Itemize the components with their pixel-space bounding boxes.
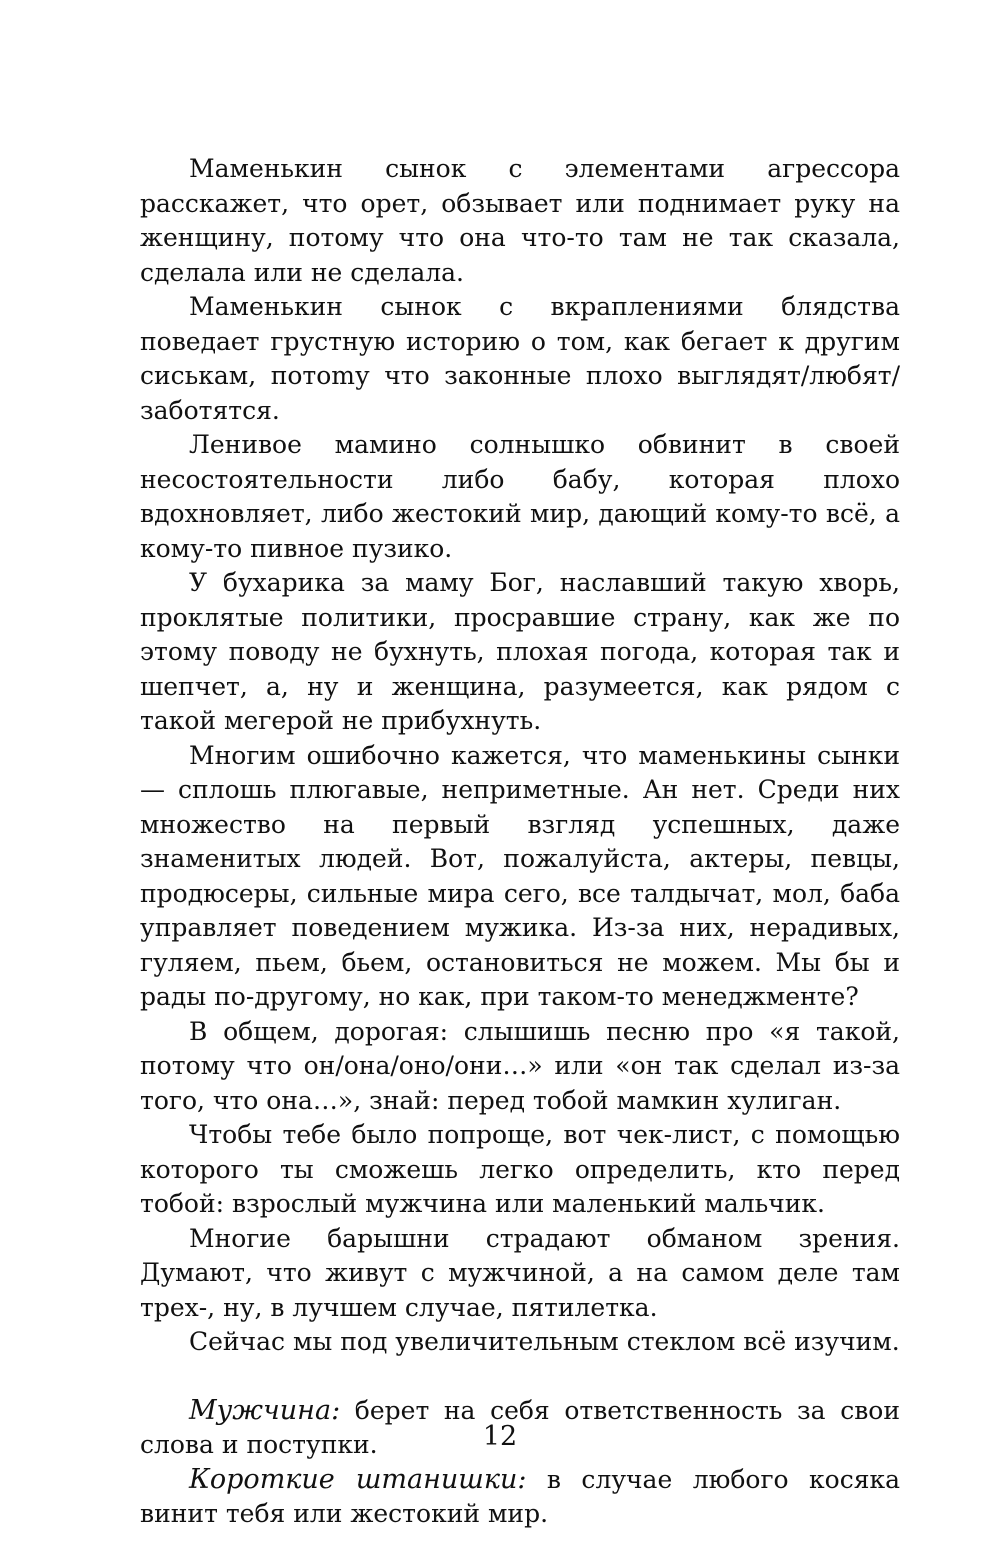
definition-term: Мужчина: bbox=[189, 1394, 341, 1426]
paragraph: Маменькин сынок с вкраплениями блядства поведает грустную историю о том, как бегает к другим сиськам, потоmу что законные плохо выглядят/любят/заботятся. bbox=[140, 292, 900, 425]
paragraph: Ленивое мамино солнышко обвинит в своей несостоятельности либо бабу, которая плохо вдохновляет, либо жестокий мир, дающий кому-то всё, а кому-то пивное пузико. bbox=[140, 430, 900, 563]
paragraph: Сейчас мы под увеличительным стеклом всё изучим. bbox=[189, 1327, 900, 1356]
paragraph: Чтобы тебе было попроще, вот чек-лист, с помощью которого ты сможешь легко определить, кто перед тобой: взрослый мужчина или маленький мальчик. bbox=[140, 1120, 900, 1218]
section-spacer bbox=[140, 1360, 900, 1394]
paragraph: Многие барышни страдают обманом зрения. Думают, что живут с мужчиной, а на самом деле там трех-, ну, в лучшем случае, пятилетка. bbox=[140, 1223, 900, 1322]
page-number: 12 bbox=[482, 1421, 518, 1452]
definition-text: берет на себя ответственность за свои слова и поступки. bbox=[140, 1395, 900, 1459]
paragraph: В общем, дорогая: слышишь песню про «я такой, потому что он/она/оно/они…» или «он так сделал из-за того, что она…», знай: перед тобой мамкин хулиган. bbox=[140, 1016, 900, 1115]
paragraph: Маменькин сынок с элементами агрессора расскажет, что орет, обзывает или поднимает руку на женщину, потому что она что-то там не так сказала, сделала или не сделала. bbox=[140, 154, 900, 287]
body-text bbox=[140, 152, 900, 1532]
definition-text: в случае любого косяка винит тебя или жестокий мир. bbox=[140, 1464, 900, 1528]
definition-short-pants bbox=[140, 1463, 900, 1532]
definition-term: Короткие штанишки: bbox=[189, 1463, 527, 1495]
paragraph: Многим ошибочно кажется, что маменькины сынки — сплошь плюгавые, неприметные. Ан нет. Среди них множество на первый взгляд успешных, даже знаменитых людей. Вот, пожалуйста, актеры, певцы, продюсеры, сильные мира сего, все талдычат, мол, баба управляет поведением мужика. Из-за них, нерадивых, гуляем, пьем, бьем, остановиться не можем. Мы бы и рады по-другому, но как, при таком-то менеджменте? bbox=[140, 740, 900, 1011]
paragraph: У бухарика за маму Бог, наславший такую хворь, проклятые политики, просравшие страну, как же по этому поводу не бухнуть, плохая погода, которая так и шепчет, а, ну и женщина, разумеется, как рядом с такой мегерой не прибухнуть. bbox=[140, 568, 900, 735]
